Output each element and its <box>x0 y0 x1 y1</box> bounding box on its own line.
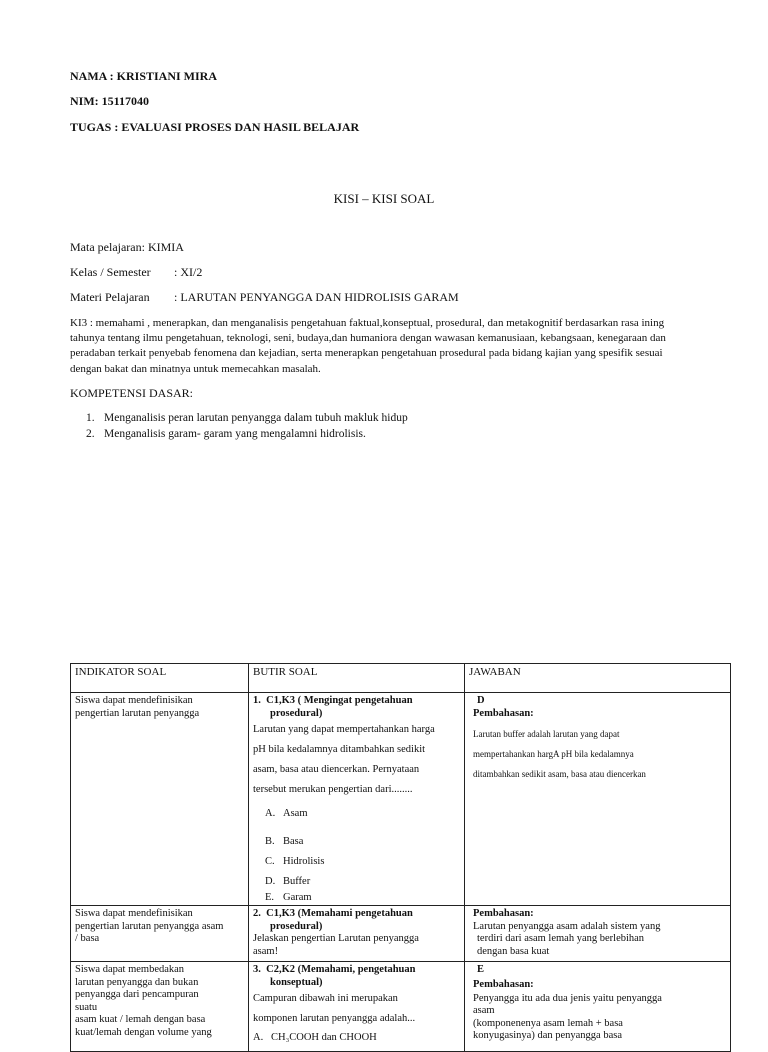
indicator-line: Siswa dapat mendefinisikan <box>75 695 193 706</box>
discussion-label: Pembahasan: <box>473 707 534 719</box>
table-row <box>71 693 731 906</box>
class-semester-value: : XI/2 <box>174 265 203 279</box>
indicator-line: suatu <box>75 1001 98 1013</box>
discussion-line: (komponenenya asam lemah + basa <box>473 1017 623 1029</box>
question-number: 1. <box>253 695 261 706</box>
option-text: CH₃COOH dan CHOOH <box>271 1032 377 1043</box>
question-line: pH bila kedalamnya ditambahkan sedikit <box>253 744 426 755</box>
discussion-line: asam <box>473 1005 495 1016</box>
question-number: 3. <box>253 964 261 975</box>
cognitive-level-text: C1,K3 ( Mengingat pengetahuan <box>266 695 413 706</box>
option-text: Basa <box>283 836 304 847</box>
option-letter: A. <box>253 1032 264 1043</box>
question-line: Larutan yang dapat mempertahankan harga <box>253 724 435 735</box>
answer-option <box>253 832 460 852</box>
discussion-label: Pembahasan: <box>473 978 534 990</box>
option-text: Hidrolisis <box>283 856 325 867</box>
option-letter: E. <box>265 892 275 903</box>
basic-competency-list <box>86 410 408 442</box>
answer-key: D <box>477 695 485 706</box>
indicator-line: pengertian larutan penyangga asam <box>75 920 224 932</box>
question-number: 2. <box>253 908 261 919</box>
class-semester-label: Kelas / Semester <box>70 265 151 279</box>
list-item <box>86 410 408 426</box>
basic-competency-title: KOMPETENSI DASAR: <box>70 386 194 400</box>
answer-key: E <box>477 964 485 975</box>
answer-option <box>253 892 460 903</box>
student-nim: NIM: 15117040 <box>70 94 149 108</box>
cognitive-level-cont: prosedural) <box>270 920 323 932</box>
list-item-number: 2. <box>86 428 95 440</box>
question-line: Jelaskan pengertian Larutan penyangga <box>253 933 419 944</box>
cognitive-level <box>253 908 460 921</box>
cognitive-level-cont: konseptual) <box>270 976 323 988</box>
cognitive-level-text: C1,K3 (Memahami pengetahuan <box>266 908 413 919</box>
discussion-line: dengan basa kuat <box>477 945 550 957</box>
indicator-line: larutan penyangga dan bukan <box>75 976 199 988</box>
indicator-line: Siswa dapat mendefinisikan <box>75 908 193 919</box>
option-letter: D. <box>265 876 276 887</box>
indicator-line: penyangga dari pencampuran <box>75 989 199 1000</box>
cognitive-level-text: C2,K2 (Memahami, pengetahuan <box>266 964 416 975</box>
column-header: JAWABAN <box>465 664 731 693</box>
cognitive-level <box>253 695 460 708</box>
question-line: asam! <box>253 945 279 957</box>
question-line: tersebut merukan pengertian dari........ <box>253 784 413 795</box>
indicator-cell <box>71 693 249 906</box>
answer-option <box>253 852 460 872</box>
indicator-line: pengertian larutan penyangga <box>75 707 200 719</box>
discussion-line: Larutan penyangga asam adalah sistem yang <box>473 920 661 932</box>
list-item-text: Menganalisis garam- garam yang mengalamni hidrolisis. <box>104 428 366 440</box>
indicator-cell <box>71 962 249 1052</box>
indicator-line: kuat/lemah dengan volume yang <box>75 1026 212 1038</box>
discussion-label: Pembahasan: <box>473 908 534 919</box>
column-header: INDIKATOR SOAL <box>71 664 249 693</box>
material-line <box>70 290 459 305</box>
answer-option <box>253 804 460 824</box>
option-letter: C. <box>265 856 275 867</box>
question-line: komponen larutan penyangga adalah... <box>253 1013 416 1024</box>
answer-cell <box>465 693 731 906</box>
option-text: Buffer <box>283 876 311 887</box>
question-cell <box>249 693 465 906</box>
option-text: Asam <box>283 808 308 819</box>
table-row <box>71 962 731 1052</box>
question-line: asam, basa atau diencerkan. Pernyataan <box>253 764 420 775</box>
option-text: Garam <box>283 892 312 903</box>
material-label: Materi Pelajaran <box>70 290 150 304</box>
question-cell <box>249 962 465 1052</box>
cognitive-level <box>253 964 460 977</box>
discussion-line: Larutan buffer adalah larutan yang dapat <box>473 729 620 739</box>
option-letter: A. <box>265 808 276 819</box>
list-item-text: Menganalisis peran larutan penyangga dalam tubuh makluk hidup <box>104 412 408 424</box>
answer-cell <box>465 962 731 1052</box>
core-competency-ki3: KI3 : memahami , menerapkan, dan menganalisis pengetahuan faktual,konseptual, prosedural, dan metakognitif berdasarkan rasa ining tahunya tentang ilmu pengetahuan, teknologi, seni, budaya,dan humaniora dengan wawasan kemanusiaan, kebangsaan, kenegaraan dan peradaban terkait penyebab fenomena dan kejadian, serta menerapkan pengetahuan prosedural pada bidang kajian yang spesifik sesuai dengan bakat dan minatnya untuk memecahkan masalah. <box>70 317 666 375</box>
question-line: Campuran dibawah ini merupakan <box>253 993 398 1004</box>
assignment-title: TUGAS : EVALUASI PROSES DAN HASIL BELAJAR <box>70 120 360 134</box>
indicator-cell <box>71 906 249 962</box>
subject-line: Mata pelajaran: KIMIA <box>70 240 184 254</box>
document-title: KISI – KISI SOAL <box>333 191 435 206</box>
answer-option <box>253 872 460 892</box>
indicator-line: Siswa dapat membedakan <box>75 964 185 975</box>
discussion-line: terdiri dari asam lemah yang berlebihan <box>477 933 645 944</box>
class-semester-line <box>70 265 203 280</box>
discussion-line: mempertahankan hargA pH bila kedalamnya <box>473 749 634 759</box>
student-name: NAMA : KRISTIANI MIRA <box>70 69 218 83</box>
table-header-row <box>71 664 731 693</box>
list-item-number: 1. <box>86 412 95 424</box>
question-grid-table <box>70 663 731 1052</box>
discussion-line: ditambahkan sedikit asam, basa atau diencerkan <box>473 769 646 779</box>
indicator-line: / basa <box>75 933 100 944</box>
question-cell <box>249 906 465 962</box>
material-value: : LARUTAN PENYANGGA DAN HIDROLISIS GARAM <box>174 290 459 304</box>
option-letter: B. <box>265 836 275 847</box>
table-row <box>71 906 731 962</box>
cognitive-level-cont: prosedural) <box>270 707 323 719</box>
answer-option <box>253 1029 460 1047</box>
list-item <box>86 426 408 442</box>
column-header: BUTIR SOAL <box>249 664 465 693</box>
discussion-line: konyugasinya) dan penyangga basa <box>473 1030 622 1041</box>
discussion-line: Penyangga itu ada dua jenis yaitu penyangga <box>473 992 662 1004</box>
indicator-line: asam kuat / lemah dengan basa <box>75 1014 206 1025</box>
answer-cell <box>465 906 731 962</box>
